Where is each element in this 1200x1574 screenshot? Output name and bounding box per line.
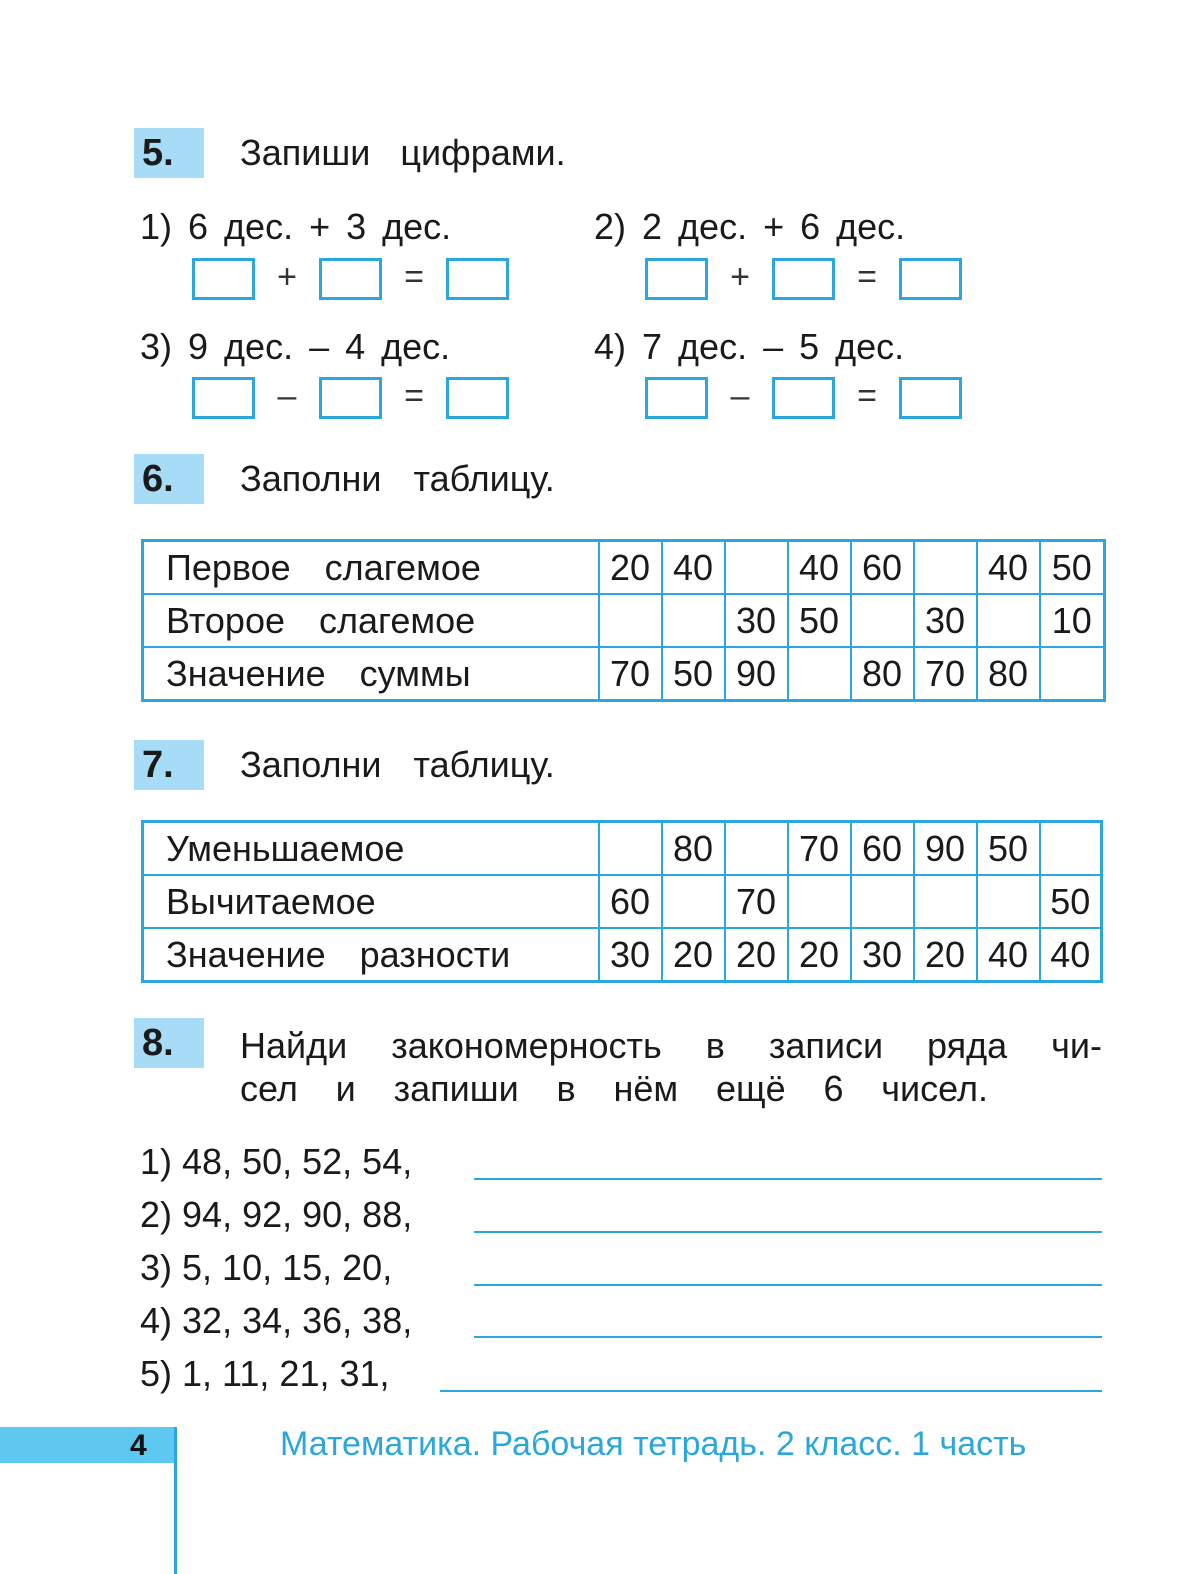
answer-line[interactable] [474, 1231, 1102, 1233]
empty-cell[interactable] [977, 875, 1040, 928]
sequence-3: 3) 5, 10, 15, 20, [140, 1247, 393, 1288]
row-label: Первое слагемое [143, 541, 599, 595]
value-cell: 40 [1040, 928, 1102, 982]
value-cell: 10 [1040, 594, 1105, 647]
empty-cell[interactable] [599, 594, 662, 647]
value-cell: 30 [599, 928, 662, 982]
value-cell: 20 [662, 928, 725, 982]
answer-line[interactable] [474, 1284, 1102, 1286]
exercise-4-label: 4) 7 дес. – 5 дес. [594, 326, 905, 367]
plus-sign: + [277, 258, 297, 296]
value-cell: 60 [599, 875, 662, 928]
subtraction-table [141, 820, 1103, 983]
answer-box[interactable] [899, 258, 962, 300]
empty-cell[interactable] [1040, 822, 1102, 876]
equals-sign: = [857, 258, 877, 296]
value-cell: 90 [914, 822, 977, 876]
page-number: 4 [130, 1429, 147, 1462]
answer-box[interactable] [899, 377, 962, 419]
answer-box[interactable] [772, 258, 835, 300]
value-cell: 50 [1040, 875, 1102, 928]
task-title-line: Найди закономерность в записи ряда чи- [240, 1025, 1102, 1066]
empty-cell[interactable] [1040, 647, 1105, 701]
task-title: Заполни таблицу. [240, 744, 555, 785]
value-cell: 50 [977, 822, 1040, 876]
answer-line[interactable] [474, 1178, 1102, 1180]
empty-cell[interactable] [599, 822, 662, 876]
table-row [143, 594, 1105, 647]
empty-cell[interactable] [914, 541, 977, 595]
row-label: Значение разности [143, 928, 599, 982]
task-8-title [240, 1024, 1102, 1110]
value-cell: 40 [788, 541, 851, 595]
table-row [143, 541, 1105, 595]
value-cell: 60 [851, 541, 914, 595]
table-row [143, 822, 1102, 876]
addition-table [141, 539, 1106, 702]
exercise-3-label: 3) 9 дес. – 4 дес. [140, 326, 451, 367]
row-label: Вычитаемое [143, 875, 599, 928]
value-cell: 80 [851, 647, 914, 701]
minus-sign: – [277, 377, 297, 415]
value-cell: 40 [977, 541, 1040, 595]
value-cell: 20 [725, 928, 788, 982]
empty-cell[interactable] [851, 875, 914, 928]
value-cell: 70 [788, 822, 851, 876]
answer-box[interactable] [192, 258, 255, 300]
equals-sign: = [404, 258, 424, 296]
answer-box[interactable] [319, 377, 382, 419]
empty-cell[interactable] [725, 541, 788, 595]
table-row [143, 875, 1102, 928]
answer-box[interactable] [645, 377, 708, 419]
task-title: Запиши цифрами. [240, 132, 566, 173]
answer-box[interactable] [446, 258, 509, 300]
value-cell: 40 [977, 928, 1040, 982]
answer-box[interactable] [319, 258, 382, 300]
answer-box[interactable] [192, 377, 255, 419]
value-cell: 20 [914, 928, 977, 982]
footer-band [0, 1427, 176, 1463]
empty-cell[interactable] [914, 875, 977, 928]
value-cell: 80 [662, 822, 725, 876]
table-row [143, 928, 1102, 982]
value-cell: 60 [851, 822, 914, 876]
task-title: Заполни таблицу. [240, 458, 555, 499]
exercise-1-label: 1) 6 дес. + 3 дес. [140, 206, 452, 247]
empty-cell[interactable] [977, 594, 1040, 647]
value-cell: 70 [914, 647, 977, 701]
equals-sign: = [404, 377, 424, 415]
value-cell: 70 [599, 647, 662, 701]
minus-sign: – [730, 377, 750, 415]
answer-box[interactable] [772, 377, 835, 419]
sequence-2: 2) 94, 92, 90, 88, [140, 1194, 413, 1235]
value-cell: 50 [1040, 541, 1105, 595]
plus-sign: + [730, 258, 750, 296]
value-cell: 30 [851, 928, 914, 982]
task-number: 8. [134, 1018, 204, 1068]
row-label: Второе слагемое [143, 594, 599, 647]
sequence-5: 5) 1, 11, 21, 31, [140, 1353, 390, 1394]
value-cell: 70 [725, 875, 788, 928]
value-cell: 30 [914, 594, 977, 647]
sequence-4: 4) 32, 34, 36, 38, [140, 1300, 413, 1341]
answer-line[interactable] [440, 1390, 1102, 1392]
value-cell: 20 [599, 541, 662, 595]
book-title: Математика. Рабочая тетрадь. 2 класс. 1 часть [280, 1425, 1027, 1463]
answer-box[interactable] [446, 377, 509, 419]
answer-line[interactable] [474, 1336, 1102, 1338]
value-cell: 80 [977, 647, 1040, 701]
empty-cell[interactable] [788, 647, 851, 701]
sequence-1: 1) 48, 50, 52, 54, [140, 1141, 413, 1182]
footer-divider [174, 1427, 177, 1574]
table-row [143, 647, 1105, 701]
answer-box[interactable] [645, 258, 708, 300]
equals-sign: = [857, 377, 877, 415]
value-cell: 30 [725, 594, 788, 647]
empty-cell[interactable] [788, 875, 851, 928]
task-title-line: сел и запиши в нём ещё 6 чисел. [240, 1068, 988, 1109]
value-cell: 50 [662, 647, 725, 701]
value-cell: 50 [788, 594, 851, 647]
row-label: Значение суммы [143, 647, 599, 701]
empty-cell[interactable] [662, 594, 725, 647]
exercise-2-label: 2) 2 дес. + 6 дес. [594, 206, 906, 247]
empty-cell[interactable] [851, 594, 914, 647]
value-cell: 90 [725, 647, 788, 701]
task-number: 7. [134, 740, 204, 790]
empty-cell[interactable] [725, 822, 788, 876]
value-cell: 20 [788, 928, 851, 982]
value-cell: 40 [662, 541, 725, 595]
task-number: 5. [134, 128, 204, 178]
row-label: Уменьшаемое [143, 822, 599, 876]
empty-cell[interactable] [662, 875, 725, 928]
task-number: 6. [134, 454, 204, 504]
